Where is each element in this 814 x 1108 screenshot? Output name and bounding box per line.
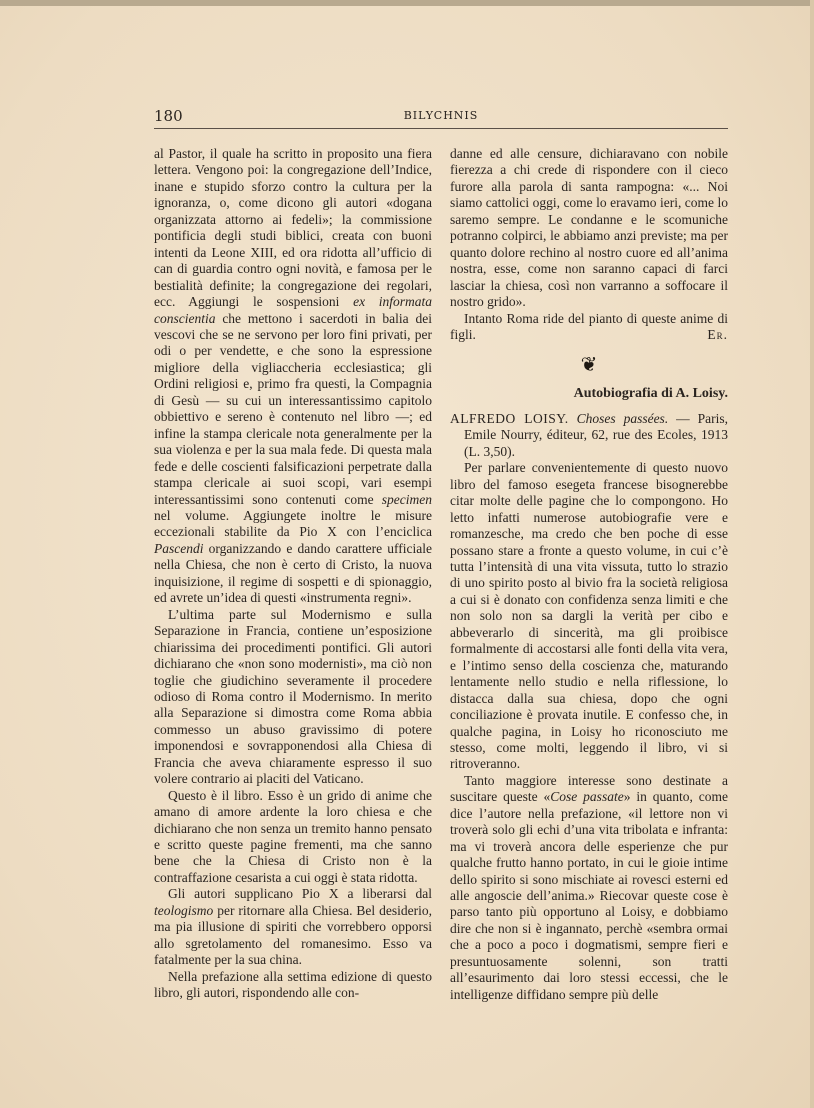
left-paragraph-5: Nella prefazione alla settima edizione di questo libro, gli autori, rispondendo alle con- — [154, 968, 432, 1001]
page-number: 180 — [154, 107, 183, 125]
right-paragraph-1: danne ed alle censure, dichiaravano con nobile fierezza a chi crede di rispondere con il cieco furore alla parola di santa rampogna: «... Noi siamo cattolici oggi, come lo eravamo ieri, come lo saremo sempre. Le condanne e le scomuniche potranno colpirci, le abbiamo anzi previste; ma per quanto dolore rechino al nostro cuore ed all’anima nostra, esse, come non saranno capaci di farci lasciar la chiesa, così non varranno a soffocare il nostro grido». — [450, 146, 728, 310]
signature: Er. — [707, 326, 728, 342]
right-paragraph-3: Per parlare convenientemente di questo nuovo libro del famoso esegeta francese bisognerebbe citar molte delle pagine che lo compongono. Ho letto infatti numerose autobiografie vere e romanzesche, ma credo che ben poche di esse possano stare a fronte a questo volume, in cui c’è tutta l’intensità di una vita vissuta, tutto lo strazio di uno spirito posto al bivio fra la società religiosa a cui si è donato con confidenza senza limiti e che non solo non sa dargli la verità per cibo e abbeverarlo di sincerità, ma gli proibisce formalmente di accostarsi alle fonti della vita vera, e l’intimo senso della coscienza che, maturando lentamente nello studio e nella riflessione, lo distacca dalla sua chiesa, dopo che ogni conciliazione è provata inutile. E confesso che, in qualche pagina, in Loisy ho riconosciuto me stesso, come molti, leggendo il libro, vi si ritroveranno. — [450, 460, 728, 772]
header-rule — [154, 128, 728, 129]
page-top-edge — [0, 0, 814, 6]
left-column — [154, 146, 432, 1002]
leaf-ornament-icon: ❦ — [580, 354, 598, 377]
running-head: BILYCHNIS — [403, 109, 479, 122]
book-reference: ALFREDO LOISY. Choses passées. — Paris, Emile Nourry, éditeur, 62, rue des Ecoles, 1913 (L. 3,50). — [450, 410, 729, 459]
section-title: Autobiografia di A. Loisy. — [573, 386, 728, 402]
book-title: Choses passées. — [576, 410, 669, 426]
page-right-edge — [810, 0, 814, 1108]
book-author: ALFREDO LOISY. — [450, 410, 569, 426]
right-column — [450, 146, 728, 1003]
right-paragraph-4: Tanto maggiore interesse sono destinate a suscitare queste «Cose passate» in quanto, come dice l’autore nella prefazione, «il lettore non vi troverà solo gli echi d’una vita tribolata e infranta: ma vi troverà ancora delle esperienze che pur qualche frutto hanno portato, in cui le gioie intime dello spirito si sono mischiate ai rovesci esterni ed alle angoscie dell’anima.» Riecovar queste cose è parso tanto più opportuno al Loisy, e dobbiamo dire che non si è ingannato, perchè «sembra ormai che a poco a poco i dogmatismi, sempre fieri e presuntuosamente solenni, son tratti all’esaurimento dai loro stessi eccessi, che le intelligenze diffidano sempre più delle — [450, 772, 729, 1002]
left-paragraph-2: L’ultima parte sul Modernismo e sulla Separazione in Francia, contiene un’esposizione chiarissima dei procedimenti pontifici. Gli autori dichiarano che «non sono modernisti», ma ciò non toglie che giudichino severamente il procedere odioso di Roma contro il Modernismo. In merito alla Separazione si dimostra come Roma abbia commesso un abuso gravissimo di potere imponendosi e sovrapponendosi alla Chiesa di Francia che aveva chiaramente espresso il suo volere contrario ai placiti del Vaticano. — [154, 606, 432, 787]
left-paragraph-3: Questo è il libro. Esso è un grido di anime che amano di amore ardente la loro chiesa e che dichiarano che non senza un tremito hanno pensato e scritto queste pagine frementi, ma che sanno bene che la Chiesa di Cristo non è la contraffazione cesarista a cui oggi è stata ridotta. — [154, 787, 432, 885]
page-header — [154, 107, 728, 127]
right-paragraph-2: Intanto Roma ride del pianto di queste anime di figli. Er. — [450, 310, 728, 342]
left-paragraph-1: al Pastor, il quale ha scritto in proposito una fiera lettera. Vengono poi: la congregazione dell’Indice, inane e stupido sforzo contro la cultura per la ignoranza, o, come dicono gli autori «dogana organizzata attorno ai fedeli»; la commissione pontificia degli studi biblici, creata con buoni intenti da Leone XIII, ed ora ridotta all’ufficio di can di guardia contro ogni novità, e famosa per le bestialità definite; la congregazione dei regolari, ecc. Aggiungi le sospensioni ex informata conscientia che mettono i sacerdoti in balia dei vescovi che se ne servono per loro fini privati, per odi o per vendette, e che sono la espressione migliore della vigliaccheria ecclesiastica; gli Ordini religiosi e, primo fra questi, la Compagnia di Gesù — su cui un interessantissimo capitolo obbiettivo e sereno è contenuto nel libro —; ed infine la stampa clericale nota generalmente per la sua violenza e per la sua mala fede. Di questa mala fede e delle coscienti falsificazioni perpetrate dalla stampa clericale ai suoi scopi, vari esempi interessantissimi sono contenuti come specimen nel volume. Aggiungete inoltre le misure eccezionali stabilite da Pio X con l’enciclica Pascendi organizzando e dando carattere ufficiale nella Chiesa, che non è certo di Cristo, la nuova inquisizione, il regime di sospetti e di spionaggio, ed avrete un’idea di questi «instrumenta regni». — [154, 146, 432, 606]
left-paragraph-4: Gli autori supplicano Pio X a liberarsi dal teologismo per ritornare alla Chiesa. Bel desiderio, ma pia illusione di spiriti che vorrebbero opporsi allo sgretolamento del romanesimo. Esso va fatalmente per la sua china. — [154, 886, 432, 968]
